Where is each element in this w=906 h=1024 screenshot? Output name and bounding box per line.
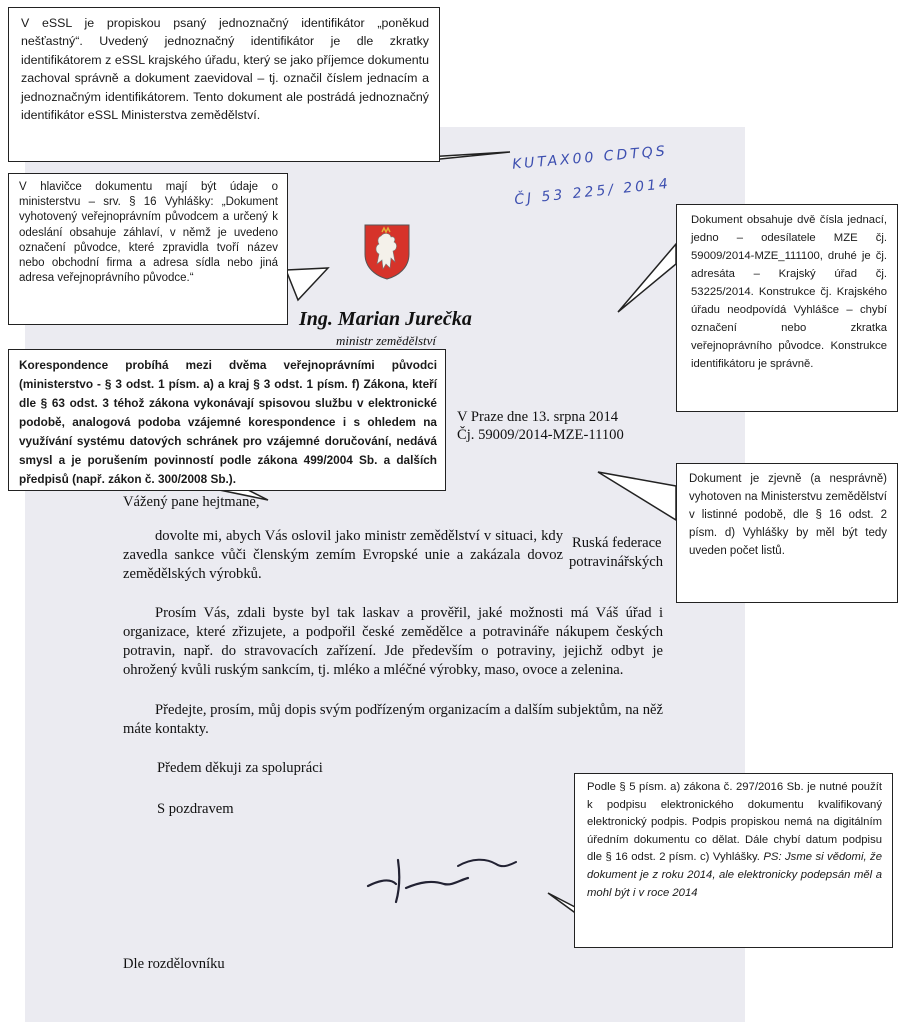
letter-paragraph-3 bbox=[123, 701, 663, 739]
pointer-header bbox=[286, 268, 328, 300]
paragraph-1-text: dovolte mi, abych Vás oslovil jako ministr zemědělství v situaci, kdy zavedla sankce vůči členským zemím Evropské unie a zakázala dovoz zemědělských výrobků. bbox=[123, 528, 563, 582]
callout-cj-text: Dokument obsahuje dvě čísla jednací, jedno – odesílatele MZE čj. 59009/2014-MZE_111100, druhé je čj. adresáta – Krajský úřad čj. 53225/2014. Konstrukce čj. Krajského úřadu neodpovídá Vyhlášce – chybí označení nebo zkratka veřejnoprávního původce. Konstrukce identifikátoru je správně. bbox=[691, 214, 887, 370]
callout-paper-form bbox=[676, 463, 898, 603]
pointer-cj bbox=[618, 244, 676, 312]
letter-reference: Čj. 59009/2014-MZE-11100 bbox=[457, 427, 624, 443]
callout-paper-form-text: Dokument je zjevně (a nesprávně) vyhotoven na Ministerstvu zemědělství v listinné podobě, dle § 16 odst. 2 písm. d) Vyhlášky by měl být tedy uveden počet listů. bbox=[689, 473, 887, 557]
letter-paragraph-2 bbox=[123, 604, 663, 680]
callout-essl bbox=[8, 7, 440, 162]
coat-of-arms-icon bbox=[364, 224, 410, 280]
pointer-paper bbox=[598, 472, 676, 520]
callout-signature bbox=[574, 773, 893, 948]
callout-signature-text: Podle § 5 písm. a) zákona č. 297/2016 Sb. je nutné použít k podpisu elektronického dokumentu kvalifikovaný elektronický podpis. Podpis propiskou nemá na digitálním úředním dokumentu co dělat. Dále chybí datum podpisu dle § 16 odst. 2 písm. c) Vyhlášky. PS: Jsme si vědomi, že dokument je z roku 2014, ale elektronicky podepsán měl a mohl být i v roce 2014 bbox=[587, 781, 882, 899]
callout-cj bbox=[676, 204, 898, 412]
paragraph-3-text: Předejte, prosím, můj dopis svým podřízeným organizacím a dalším subjektům, na něž máte kontakty. bbox=[123, 702, 663, 737]
callout-header bbox=[8, 173, 288, 325]
letter-inline-russia: Ruská federace bbox=[572, 535, 662, 551]
minister-role: ministr zemědělství bbox=[336, 333, 437, 348]
callout-essl-text: V eSSL je propiskou psaný jednoznačný identifikátor „poněkud nešťastný“. Uvedený jednoznačný identifikátor je dle zkratky identifikátorem z eSSL krajského úřadu, který se jako příjemce dokumentu zachoval správně a dokument zaevidoval – tj. označil číslem jednacím a jednoznačným identifikátorem. Tento dokument ale postrádá jednoznačný identifikátor eSSL Ministerstva zemědělství. bbox=[21, 16, 429, 123]
letter-closing: S pozdravem bbox=[157, 801, 234, 817]
letter-thanks: Předem děkuji za spolupráci bbox=[157, 760, 323, 776]
minister-name: Ing. Marian Jurečka bbox=[299, 308, 472, 330]
paragraph-2-text: Prosím Vás, zdali byste byl tak laskav a prověřil, jaké možnosti má Váš úřad i organizace, které zřizujete, a podpořil české zemědělce a potravináře nákupem českých potravin, např. do stravovacích zařízení. Jde především o potraviny, jejichž odbyt je ohrožený kvůli ruským sankcím, tj. mléko a mléčné výrobky, maso, ovoce a zelenina. bbox=[123, 605, 663, 678]
letter-salutation: Vážený pane hejtmane, bbox=[123, 494, 260, 510]
letter-date: V Praze dne 13. srpna 2014 bbox=[457, 409, 619, 425]
handwritten-id: KUTAX00 CDTQS bbox=[511, 143, 669, 173]
letter-distribution: Dle rozdělovníku bbox=[123, 956, 225, 972]
callout-header-text: V hlavičce dokumentu mají být údaje o ministerstvu – srv. § 16 Vyhlášky: „Dokument vyhotovený veřejnoprávním původcem a určený k odeslání obsahuje záhlaví, v němž je uvedeno označení původce, které zpravidla tvoří název nebo obchodní firma a adresa sídla nebo jiná adresa veřejnoprávního původce.“ bbox=[19, 181, 278, 285]
handwritten-reference: ČJ 53 225/ 2014 bbox=[513, 175, 672, 209]
callout-signature-ps: PS: Jsme si vědomi, že dokument je z roku 2014, ale elektronicky podepsán měl a mohl být i v roce 2014 bbox=[587, 851, 882, 899]
letter-paragraph-1 bbox=[123, 527, 563, 584]
handwritten-signature bbox=[360, 850, 540, 910]
letter-inline-food: potravinářských bbox=[569, 554, 664, 570]
callout-correspondence-text: Korespondence probíhá mezi dvěma veřejnoprávními původci (ministerstvo - § 3 odst. 1 písm. a) a kraj § 3 odst. 1 písm. f) Zákona, kteří dle § 63 odst. 3 téhož zákona vykonávají spisovou službu v elektronické podobě, analogová podoba vzájemné korespondence i s ohledem na využívání systému datových schránek pro vzájemné doručování, nedává smysl a je porušením povinností podle zákona 499/2004 Sb. a dalších předpisů (např. zákon č. 300/2008 Sb.). bbox=[19, 358, 437, 486]
callout-correspondence bbox=[8, 349, 446, 491]
